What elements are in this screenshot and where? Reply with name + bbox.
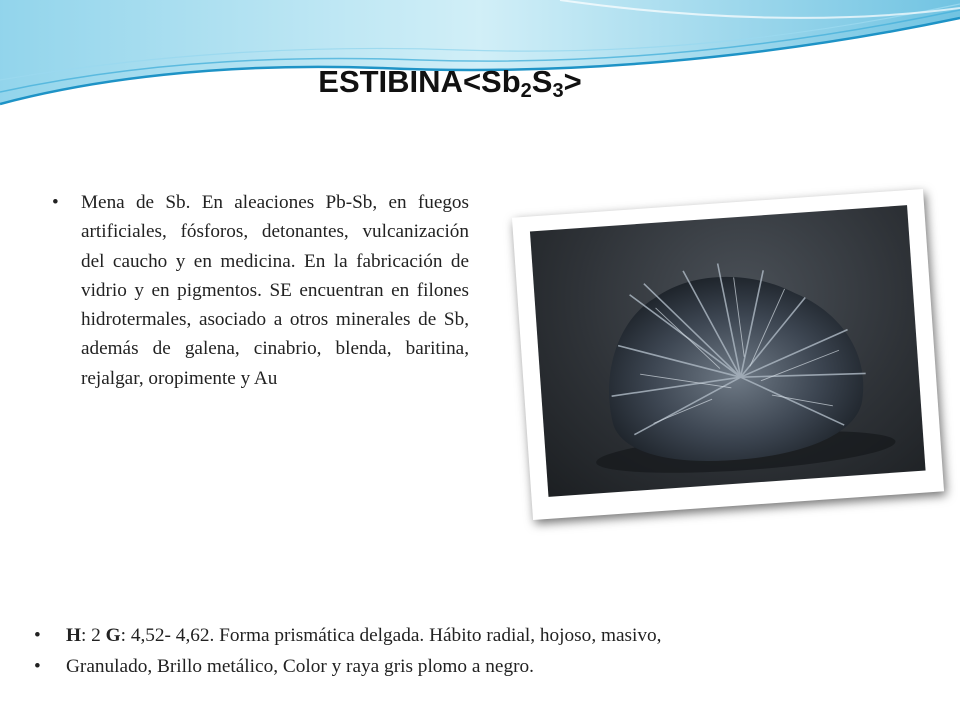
mineral-photo-frame [512,189,944,520]
page-title [0,64,900,103]
list-bullet: • [34,625,41,646]
title-mid: S [531,64,553,99]
title-end: > [563,64,582,99]
title-main: ESTIBINA<Sb [318,64,521,99]
properties-rest: : 4,52- 4,62. Forma prismática delgada. Hábito radial, hojoso, masivo, [120,625,662,646]
properties-list [34,620,914,682]
hardness-label: H [66,625,81,646]
stibnite-photo [530,205,926,497]
properties-item-luster [34,651,914,682]
description-bullet: • [52,192,59,213]
list-bullet: • [34,656,41,677]
stibnite-crystal-image [530,205,926,497]
luster-text: Granulado, Brillo metálico, Color y raya gris plomo a negro. [66,656,534,677]
description-text: Mena de Sb. En aleaciones Pb-Sb, en fuegos artificiales, fósforos, detonantes, vulcanización del caucho y en medicina. En la fabricación de vidrio y en pigmentos. SE encuentran en filones hidrotermales, asociado a otros minerales de Sb, además de galena, cinabrio, blenda, baritina, rejalgar, oropimente y Au [81,192,469,389]
density-label: G [105,625,121,646]
title-sub-1: 2 [520,80,532,102]
hardness-value: : 2 [81,625,106,646]
description-paragraph [52,188,469,393]
properties-item-hardness [34,620,914,651]
title-sub-2: 3 [552,80,564,102]
